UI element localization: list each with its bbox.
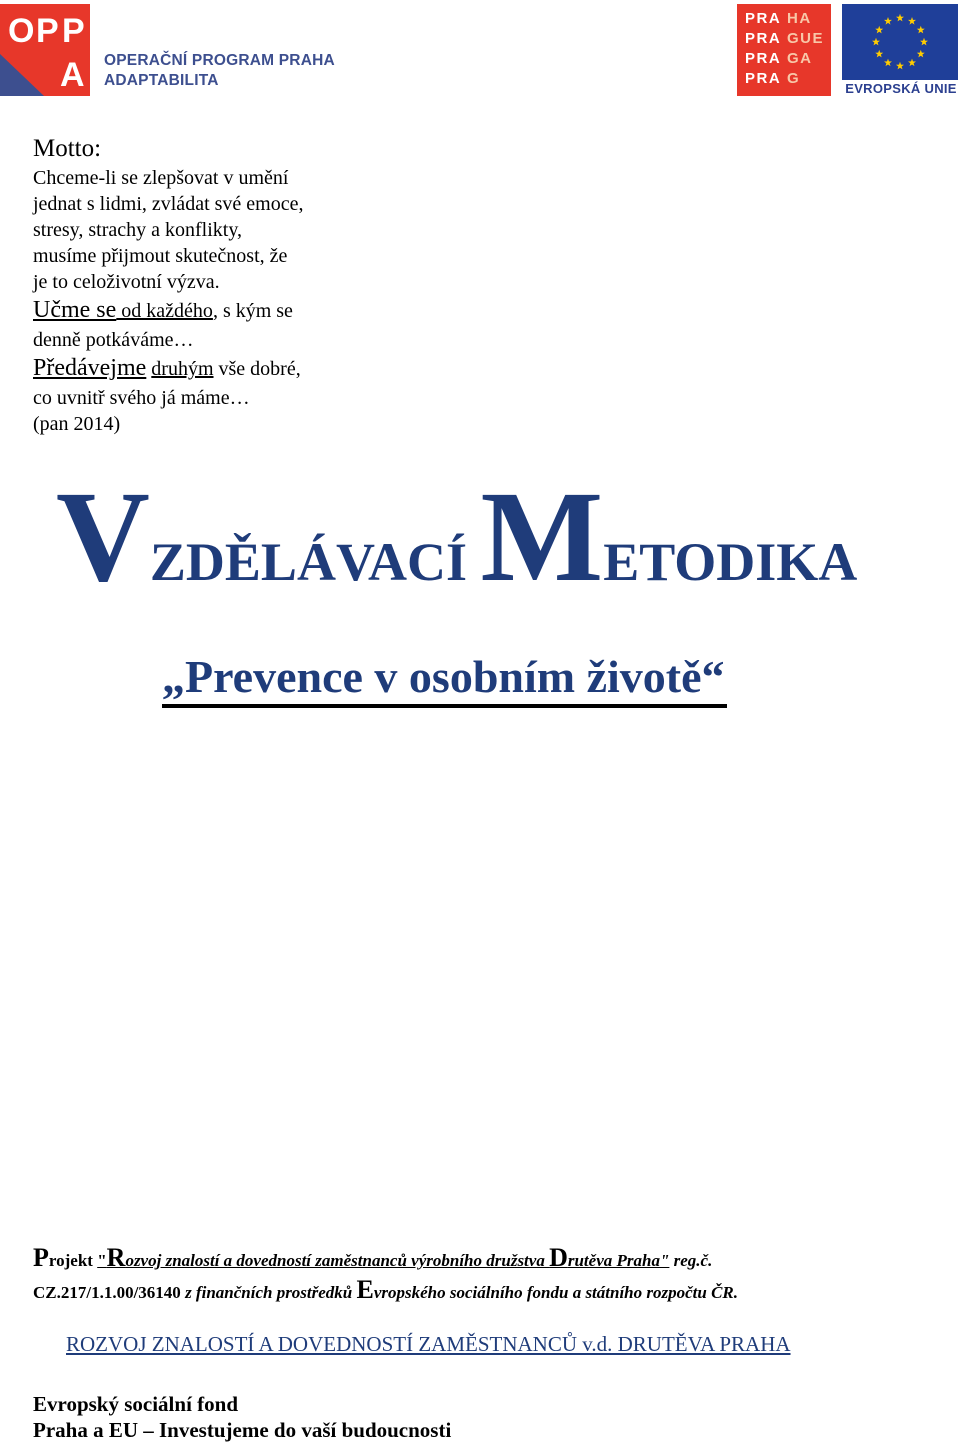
- eu-star-icon: [872, 38, 880, 46]
- motto-line: co uvnitř svého já máme…: [33, 387, 250, 409]
- eu-star-icon: [908, 17, 916, 25]
- eu-star-icon: [896, 14, 904, 22]
- eu-star-icon: [896, 62, 904, 70]
- eu-star-icon: [908, 59, 916, 67]
- opp-letter-p1: P: [36, 12, 59, 50]
- motto-line: denně potkáváme…: [33, 329, 194, 351]
- opp-logo-mark: [0, 4, 100, 98]
- praha-logo-row: PRA HA: [745, 10, 812, 27]
- document-subtitle: „Prevence v osobním životě“: [162, 650, 727, 708]
- motto-line: stresy, strachy a konflikty,: [33, 219, 243, 241]
- motto: [33, 133, 393, 437]
- document-title: [56, 465, 936, 612]
- eu-star-icon: [884, 17, 892, 25]
- title-word-2: ETODIKA: [603, 532, 858, 592]
- motto-emphasis: Učme se: [33, 297, 117, 323]
- eu-flag-icon: [842, 4, 958, 80]
- praha-logo-row: PRA GA: [745, 50, 813, 67]
- title-word-1: ZDĚLÁVACÍ: [149, 532, 481, 592]
- opp-letter-p2: P: [62, 12, 85, 50]
- eu-star-icon: [917, 50, 925, 58]
- eu-star-icon: [875, 26, 883, 34]
- motto-emphasis: Předávejme: [33, 355, 147, 381]
- praha-logo-row: PRA GUE: [745, 30, 825, 47]
- praha-logo: [737, 4, 831, 96]
- project-info: [33, 1242, 933, 1306]
- motto-signature: (pan 2014): [33, 413, 121, 435]
- title-cap-v: V: [56, 465, 150, 609]
- motto-line: musíme přijmout skutečnost, že: [33, 245, 288, 267]
- eu-stars: [842, 4, 958, 80]
- eu-star-icon: [875, 50, 883, 58]
- opp-program-subname: ADAPTABILITA: [104, 72, 219, 89]
- motto-line: [33, 295, 393, 327]
- footer-line-1: Evropský sociální fond: [33, 1392, 239, 1416]
- opp-logo: [0, 4, 335, 98]
- motto-text: vše dobré,: [213, 358, 301, 380]
- opp-program-name: OPERAČNÍ PROGRAM PRAHA: [104, 52, 335, 69]
- project-line-1: Projekt "Rozvoj znalostí a dovedností zaměstnanců výrobního družstva Drutěva Praha" reg.č.: [33, 1243, 713, 1272]
- motto-text: , s kým se: [212, 300, 293, 322]
- motto-line: je to celoživotní výzva.: [33, 271, 220, 293]
- motto-heading: Motto:: [33, 135, 102, 162]
- title-cap-m: M: [480, 465, 604, 609]
- motto-line: Chceme-li se zlepšovat v umění: [33, 167, 289, 189]
- eu-star-icon: [920, 38, 928, 46]
- praha-logo-row: PRA G: [745, 70, 801, 87]
- motto-underlined: od každého: [116, 300, 213, 322]
- footer: [33, 1391, 451, 1443]
- motto-underlined: druhým: [151, 358, 214, 380]
- organization-line: ROZVOJ ZNALOSTÍ A DOVEDNOSTÍ ZAMĚSTNANCŮ v.d. DRUTĚVA PRAHA: [66, 1332, 791, 1356]
- footer-line-2: Praha a EU – Investujeme do vaší budoucnosti: [33, 1418, 452, 1442]
- eu-star-icon: [884, 59, 892, 67]
- eu-star-icon: [917, 26, 925, 34]
- eu-label: EVROPSKÁ UNIE: [845, 81, 957, 96]
- opp-letter-a: A: [60, 56, 85, 94]
- opp-letter-o: O: [8, 12, 35, 50]
- project-line-2: CZ.217/1.1.00/36140 z finančních prostředků Evropského sociálního fondu a státního rozpočtu ČR.: [33, 1275, 739, 1304]
- motto-line: jednat s lidmi, zvládat své emoce,: [33, 193, 304, 215]
- motto-line: [33, 353, 393, 385]
